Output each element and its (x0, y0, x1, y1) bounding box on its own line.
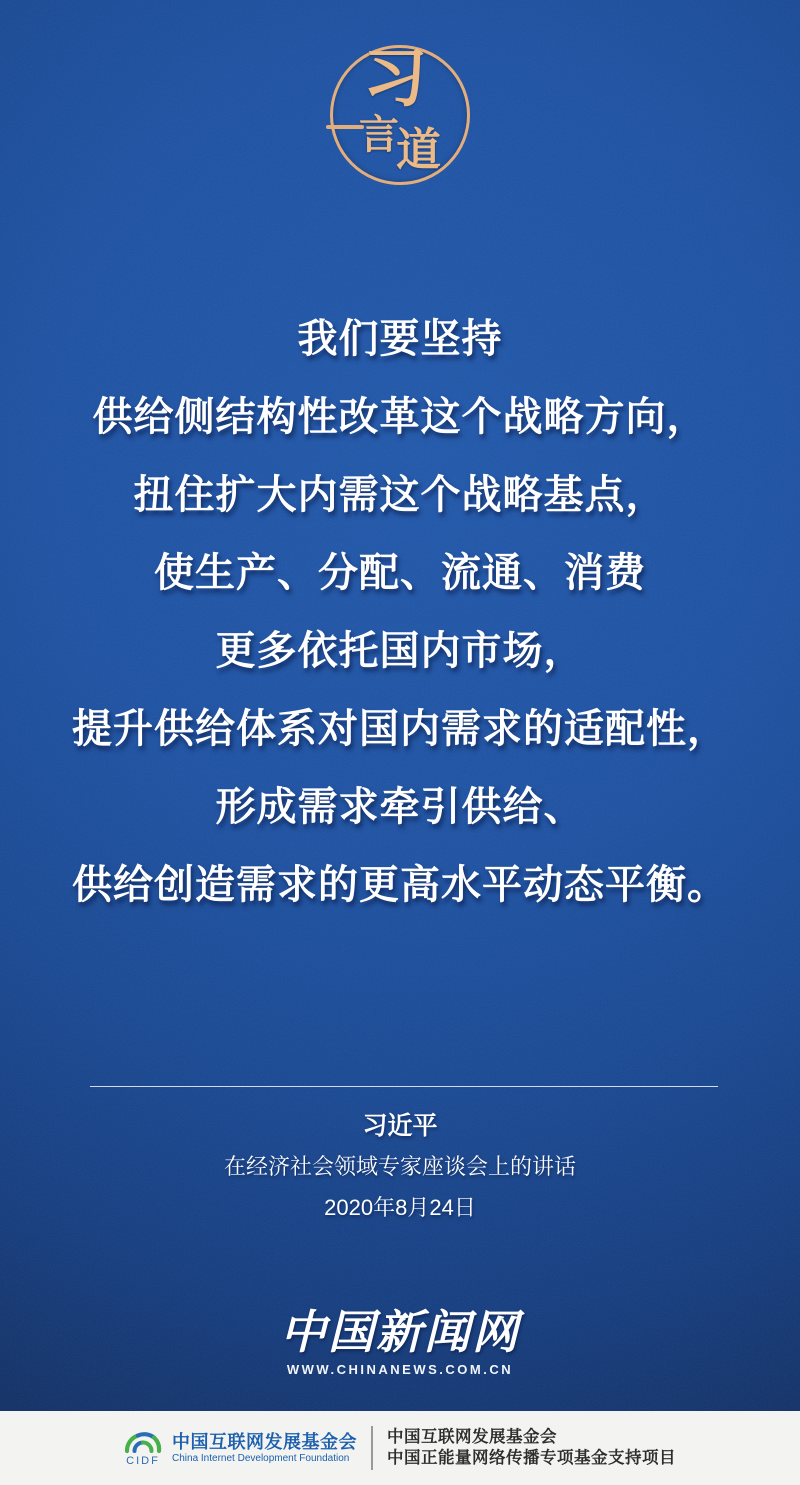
xiyandao-logo (330, 41, 470, 185)
footer-strip (0, 1411, 800, 1485)
support-text-block (387, 1427, 676, 1469)
publisher-block (0, 1304, 800, 1377)
speech-date: 2020年8月24日 (324, 1195, 476, 1220)
badge-char-right: 道 (396, 123, 442, 176)
badge-char-left: 言 (359, 111, 399, 158)
cidf-name-cn: 中国互联网发展基金会 (172, 1431, 357, 1452)
quote-line: 我们要坚持 (297, 317, 503, 361)
attribution-block (0, 1106, 800, 1228)
quote-line: 供给侧结构性改革这个战略方向， (92, 395, 708, 439)
quote-line: 提升供给体系对国内需求的适配性， (72, 707, 728, 751)
cidf-logo-block (124, 1430, 357, 1467)
cidf-name-en: China Internet Development Foundation (172, 1452, 350, 1464)
badge-char-main: 习 (363, 41, 427, 116)
speech-occasion: 在经济社会领域专家座谈会上的讲话 (223, 1154, 576, 1179)
quote-block (0, 300, 800, 924)
footer-vertical-divider (371, 1426, 373, 1470)
support-line-2: 中国正能量网络传播专项基金支持项目 (387, 1449, 676, 1467)
quote-line: 供给创造需求的更高水平动态平衡。 (72, 863, 728, 907)
quote-line: 使生产、分配、流通、消费 (154, 551, 646, 595)
cidf-mark (124, 1430, 162, 1467)
support-line-1: 中国互联网发展基金会 (387, 1428, 557, 1446)
footer-content (124, 1426, 676, 1470)
chinanews-url: WWW.CHINANEWS.COM.CN (286, 1362, 514, 1377)
cidf-names (172, 1432, 357, 1465)
attribution-divider (90, 1086, 718, 1087)
chinanews-logo: 中国新闻网 (280, 1305, 520, 1359)
speaker-name: 习近平 (362, 1112, 438, 1140)
cidf-acronym: CIDF (126, 1454, 160, 1467)
cidf-arcs-icon (124, 1430, 162, 1454)
quote-line: 扭住扩大内需这个战略基点， (133, 473, 667, 517)
quote-line: 形成需求牵引供给、 (215, 785, 585, 829)
quote-line: 更多依托国内市场， (215, 629, 585, 673)
